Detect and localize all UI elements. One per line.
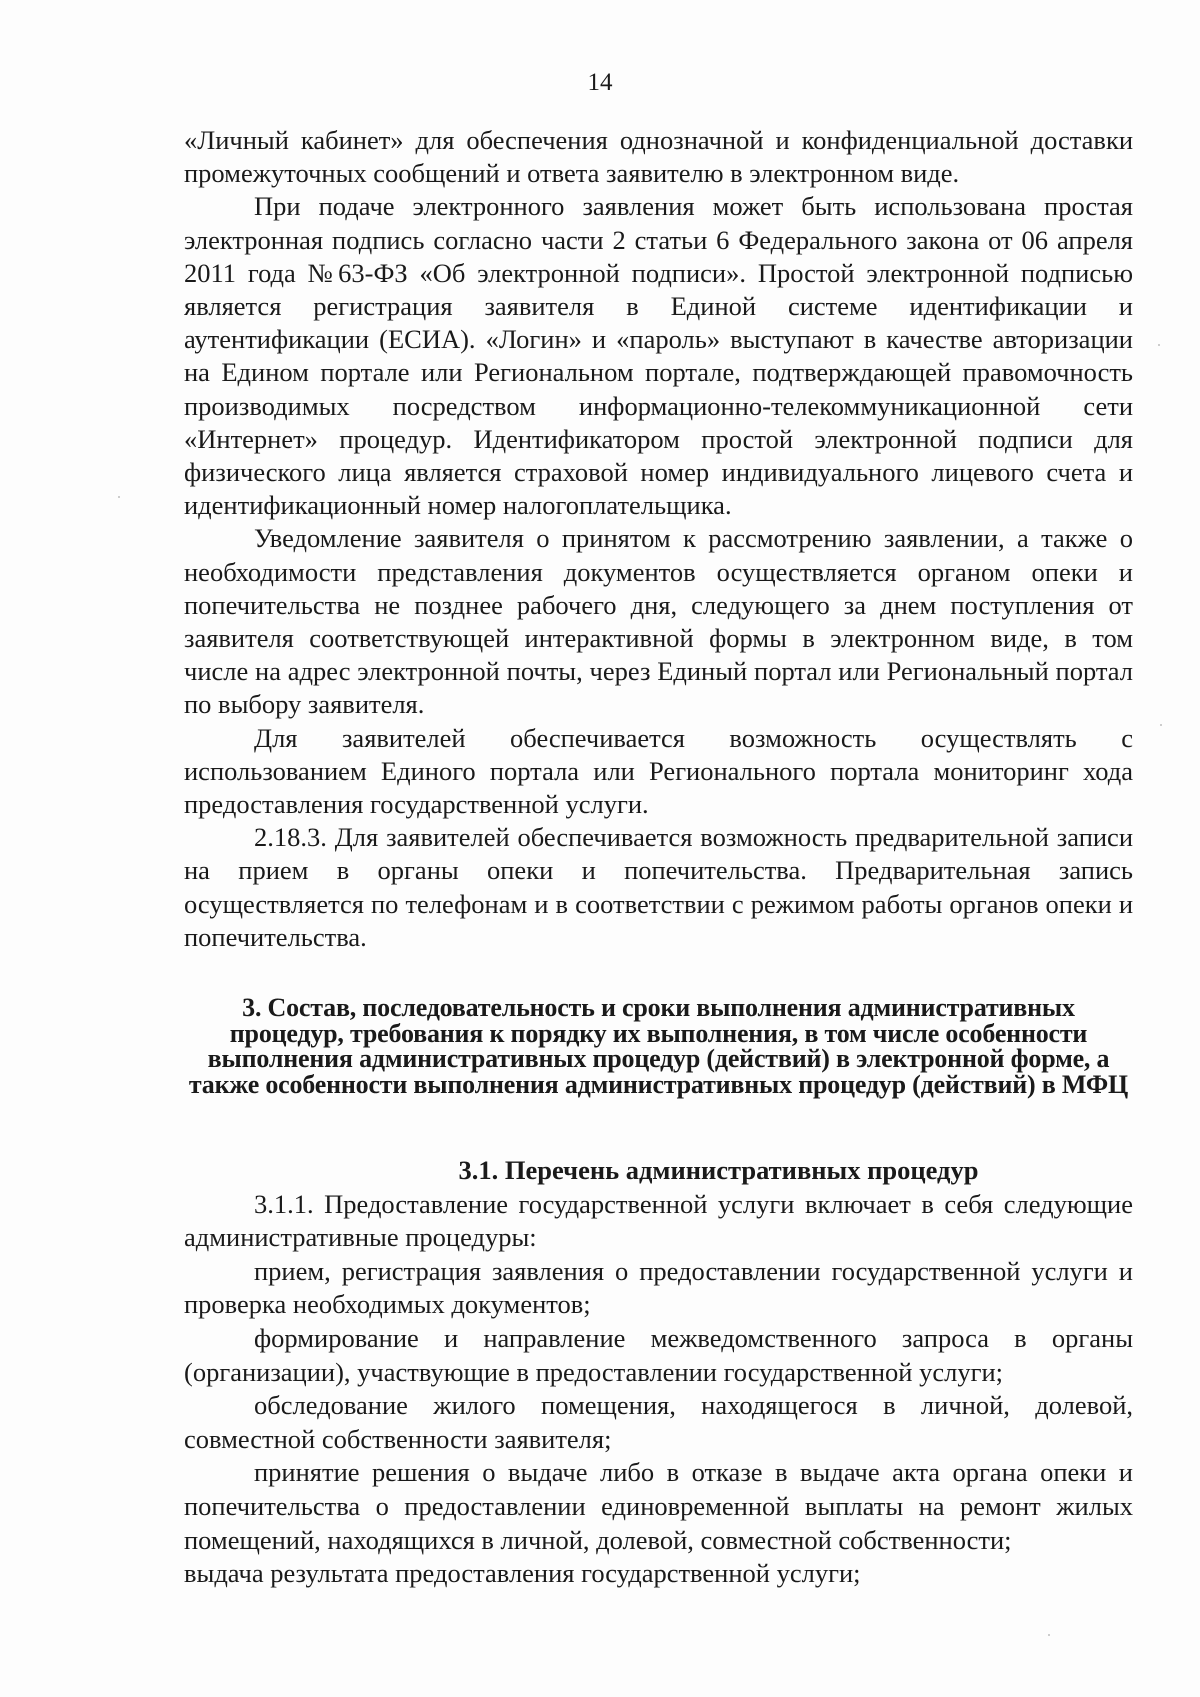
- scan-speck: [1160, 724, 1162, 726]
- subsection-procedures-list: [184, 1154, 1133, 1591]
- paragraph-monitoring: Для заявителей обеспечивается возможность осуществлять с использованием Единого портала или Регионального портала мониторинг хода предоставления государственной услуги.: [184, 722, 1133, 820]
- scan-speck: [118, 496, 120, 498]
- scan-speck: [1158, 344, 1160, 346]
- procedure-item: формирование и направление межведомственного запроса в органы (организации), участвующие в предоставлении государственной услуги;: [184, 1322, 1133, 1387]
- page-number: 14: [587, 69, 613, 96]
- paragraph-personal-cabinet: «Личный кабинет» для обеспечения однозначной и конфиденциальной доставки промежуточных сообщений и ответа заявителю в электронном виде.: [184, 125, 1133, 189]
- paragraph-notification: Уведомление заявителя о принятом к рассмотрению заявлении, а также о необходимости представления документов осуществляется органом опеки и попечительства не позднее рабочего дня, следующего за днем поступления от заявителя соответствующей интерактивной формы в электронном виде, в том числе на адрес электронной почты, через Единый портал или Региональный портал по выбору заявителя.: [184, 523, 1133, 720]
- paragraph-electronic-signature: При подаче электронного заявления может быть использована простая электронная подпись согласно части 2 статьи 6 Федерального закона от 06 апреля 2011 года №63-ФЗ «Об электронной подписи». Простой электронной подписью является регистрация заявителя в Единой системе идентификации и аутентификации (ЕСИА). «Логин» и «пароль» выступают в качестве авторизации на Едином портале или Региональном портале, подтверждающей правомочность производимых посредством информационно-телекоммуникационной сети «Интернет» процедур. Идентификатором простой электронной подписи для физического лица является страховой номер индивидуального лицевого счета и идентификационный номер налогоплательщика.: [184, 191, 1133, 521]
- procedure-item: обследование жилого помещения, находящегося в личной, долевой, совместной собственности заявителя;: [184, 1390, 1133, 1454]
- procedures-intro: 3.1.1. Предоставление государственной услуги включает в себя следующие административные процедуры:: [184, 1188, 1133, 1253]
- subsection-heading: 3.1. Перечень административных процедур: [458, 1155, 979, 1185]
- procedure-item: выдача результата предоставления государственной услуги;: [184, 1558, 861, 1589]
- procedure-item: прием, регистрация заявления о предоставлении государственной услуги и проверка необходимых документов;: [184, 1255, 1133, 1320]
- scan-speck: [1048, 1634, 1050, 1636]
- procedure-item: принятие решения о выдаче либо в отказе в выдаче акта органа опеки и попечительства о предоставлении единовременной выплаты на ремонт жилых помещений, находящихся в личной, долевой, совместной собственности;: [184, 1457, 1133, 1555]
- section-heading: 3. Состав, последовательность и сроки выполнения административных процедур, требования к порядку их выполнения, в том числе особенности выполнения административных процедур (действий) в электронной форме, а также особенности выполнения административных процедур (действий) в МФЦ: [188, 993, 1129, 1099]
- body-text: [184, 124, 1133, 954]
- paragraph-appointment: 2.18.3. Для заявителей обеспечивается возможность предварительной записи на прием в органы опеки и попечительства. Предварительная запись осуществляется по телефонам и в соответствии с режимом работы органов опеки и попечительства.: [184, 822, 1133, 952]
